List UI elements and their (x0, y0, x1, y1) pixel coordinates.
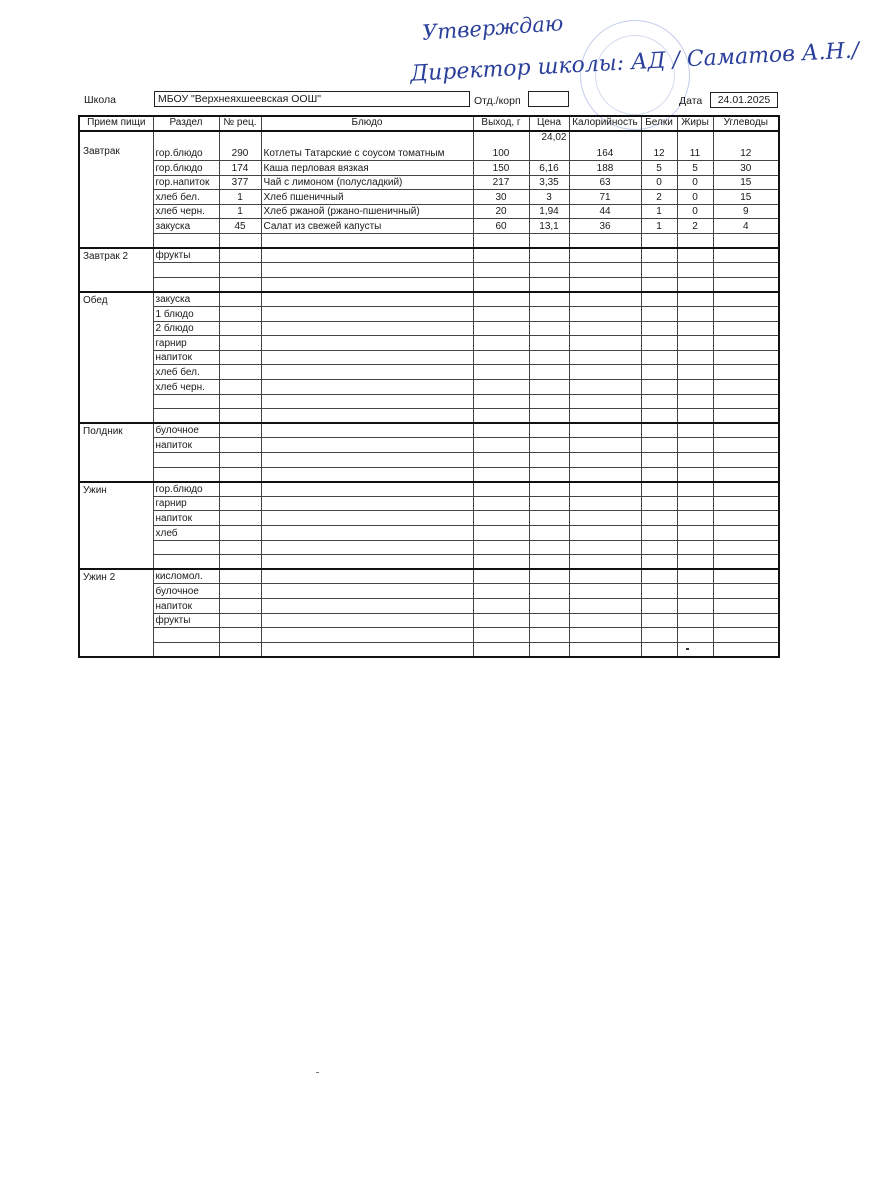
dish-cell: Хлеб ржаной (ржано-пшеничный) (261, 204, 473, 219)
section-cell (153, 540, 219, 555)
meal-name: Полдник (79, 423, 153, 481)
price-cell (529, 234, 569, 249)
section-cell: фрукты (153, 248, 219, 263)
protein-cell: 12 (641, 131, 677, 161)
fat-cell: 11 (677, 131, 713, 161)
col-header-carbs: Углеводы (713, 116, 779, 131)
section-cell (153, 628, 219, 643)
calories-cell: 164 (569, 131, 641, 161)
calories-cell: 188 (569, 161, 641, 176)
section-cell: хлеб бел. (153, 190, 219, 205)
col-header-recipe: № рец. (219, 116, 261, 131)
table-row (79, 248, 779, 263)
section-cell: булочное (153, 584, 219, 599)
section-cell: гор.блюдо (153, 131, 219, 161)
section-cell: напиток (153, 598, 219, 613)
fat-cell: 5 (677, 161, 713, 176)
weight-cell: 150 (473, 161, 529, 176)
carbs-cell: 4 (713, 219, 779, 234)
col-header-meal: Прием пищи (79, 116, 153, 131)
section-cell: булочное (153, 423, 219, 438)
price-cell: 3 (529, 190, 569, 205)
table-row (79, 321, 779, 336)
table-row (79, 628, 779, 643)
table-row (79, 642, 779, 657)
date-label: Дата (679, 95, 703, 107)
section-cell: кисломол. (153, 569, 219, 584)
table-row (79, 131, 779, 161)
section-cell (153, 234, 219, 249)
dept-value (528, 91, 569, 107)
protein-cell: 2 (641, 190, 677, 205)
section-cell: гарнир (153, 336, 219, 351)
price-value: 24,02 (541, 131, 567, 143)
dish-cell (261, 234, 473, 249)
carbs-cell: 15 (713, 175, 779, 190)
weight-cell: 60 (473, 219, 529, 234)
table-header-row (79, 116, 779, 131)
col-header-calories: Калорийность (569, 116, 641, 131)
meal-name: Ужин (79, 482, 153, 570)
price-cell: 13,1 (529, 219, 569, 234)
table-row (79, 569, 779, 584)
recipe-cell: 45 (219, 219, 261, 234)
table-row (79, 511, 779, 526)
table-row (79, 190, 779, 205)
col-header-price: Цена (529, 116, 569, 131)
protein-cell: 5 (641, 161, 677, 176)
approval-line-1: Утверждаю (421, 11, 565, 45)
table-row (79, 263, 779, 278)
school-value: МБОУ "Верхнеяхшеевская ООШ" (154, 91, 470, 107)
table-row (79, 525, 779, 540)
table-row (79, 555, 779, 570)
carbs-cell: 30 (713, 161, 779, 176)
section-cell (153, 409, 219, 424)
dept-label: Отд./корп (474, 95, 521, 107)
scan-mark (316, 1072, 319, 1073)
section-cell: закуска (153, 292, 219, 307)
approval-line-2: Директор школы: АД / Саматов А.Н./ (409, 38, 860, 87)
meal-name: Ужин 2 (79, 569, 153, 657)
weight-cell: 217 (473, 175, 529, 190)
menu-table (78, 115, 780, 658)
recipe-cell: 174 (219, 161, 261, 176)
protein-cell: 0 (641, 175, 677, 190)
section-cell: напиток (153, 438, 219, 453)
table-row (79, 204, 779, 219)
protein-cell: 1 (641, 219, 677, 234)
dish-cell: Хлеб пшеничный (261, 190, 473, 205)
section-cell (153, 642, 219, 657)
dish-cell: Каша перловая вязкая (261, 161, 473, 176)
carbs-cell: 12 (713, 131, 779, 161)
section-cell: напиток (153, 350, 219, 365)
table-row (79, 613, 779, 628)
table-row (79, 277, 779, 292)
section-cell: гарнир (153, 496, 219, 511)
table-row (79, 496, 779, 511)
fat-cell (677, 234, 713, 249)
table-row (79, 292, 779, 307)
section-cell: хлеб черн. (153, 204, 219, 219)
scan-mark (686, 648, 689, 650)
table-row (79, 482, 779, 497)
table-row (79, 423, 779, 438)
table-row (79, 380, 779, 395)
table-row (79, 438, 779, 453)
table-row (79, 234, 779, 249)
table-row (79, 584, 779, 599)
protein-cell (641, 234, 677, 249)
table-row (79, 540, 779, 555)
meal-name: Завтрак (79, 131, 153, 249)
section-cell (153, 277, 219, 292)
price-cell: 1,94 (529, 204, 569, 219)
carbs-cell: 15 (713, 190, 779, 205)
school-label: Школа (84, 94, 116, 106)
fat-cell: 0 (677, 190, 713, 205)
dish-cell: Салат из свежей капусты (261, 219, 473, 234)
calories-cell: 63 (569, 175, 641, 190)
weight-cell: 30 (473, 190, 529, 205)
calories-cell (569, 234, 641, 249)
fat-cell: 2 (677, 219, 713, 234)
table-row (79, 394, 779, 409)
table-row (79, 219, 779, 234)
price-cell: 6,16 (529, 161, 569, 176)
section-cell (153, 263, 219, 278)
table-row (79, 336, 779, 351)
weight-cell: 20 (473, 204, 529, 219)
protein-cell: 1 (641, 204, 677, 219)
calories-cell: 71 (569, 190, 641, 205)
section-cell: хлеб (153, 525, 219, 540)
section-cell: фрукты (153, 613, 219, 628)
recipe-cell: 377 (219, 175, 261, 190)
dish-cell: Чай с лимоном (полусладкий) (261, 175, 473, 190)
table-row (79, 175, 779, 190)
date-value: 24.01.2025 (710, 92, 778, 108)
section-cell: 1 блюдо (153, 307, 219, 322)
col-header-fat: Жиры (677, 116, 713, 131)
section-cell (153, 467, 219, 482)
carbs-cell (713, 234, 779, 249)
section-cell: закуска (153, 219, 219, 234)
price-cell (529, 131, 569, 161)
recipe-cell: 1 (219, 204, 261, 219)
col-header-weight: Выход, г (473, 116, 529, 131)
calories-cell: 36 (569, 219, 641, 234)
table-row (79, 467, 779, 482)
col-header-dish: Блюдо (261, 116, 473, 131)
recipe-cell: 290 (219, 131, 261, 161)
section-cell: хлеб черн. (153, 380, 219, 395)
section-cell (153, 452, 219, 467)
table-row (79, 452, 779, 467)
section-cell: 2 блюдо (153, 321, 219, 336)
section-cell: гор.блюдо (153, 482, 219, 497)
section-cell: напиток (153, 511, 219, 526)
section-cell (153, 555, 219, 570)
table-row (79, 409, 779, 424)
section-cell: гор.напиток (153, 175, 219, 190)
table-row (79, 598, 779, 613)
meal-name: Завтрак 2 (79, 248, 153, 292)
price-cell: 3,35 (529, 175, 569, 190)
section-cell: гор.блюдо (153, 161, 219, 176)
carbs-cell: 9 (713, 204, 779, 219)
col-header-section: Раздел (153, 116, 219, 131)
table-row (79, 365, 779, 380)
weight-cell (473, 234, 529, 249)
section-cell: хлеб бел. (153, 365, 219, 380)
fat-cell: 0 (677, 175, 713, 190)
school-stamp (580, 20, 690, 130)
col-header-protein: Белки (641, 116, 677, 131)
table-row (79, 161, 779, 176)
meal-name: Обед (79, 292, 153, 423)
dish-cell: Котлеты Татарские с соусом томатным (261, 131, 473, 161)
calories-cell: 44 (569, 204, 641, 219)
recipe-cell: 1 (219, 190, 261, 205)
recipe-cell (219, 234, 261, 249)
table-row (79, 307, 779, 322)
section-cell (153, 394, 219, 409)
weight-cell: 100 (473, 131, 529, 161)
table-row (79, 350, 779, 365)
fat-cell: 0 (677, 204, 713, 219)
